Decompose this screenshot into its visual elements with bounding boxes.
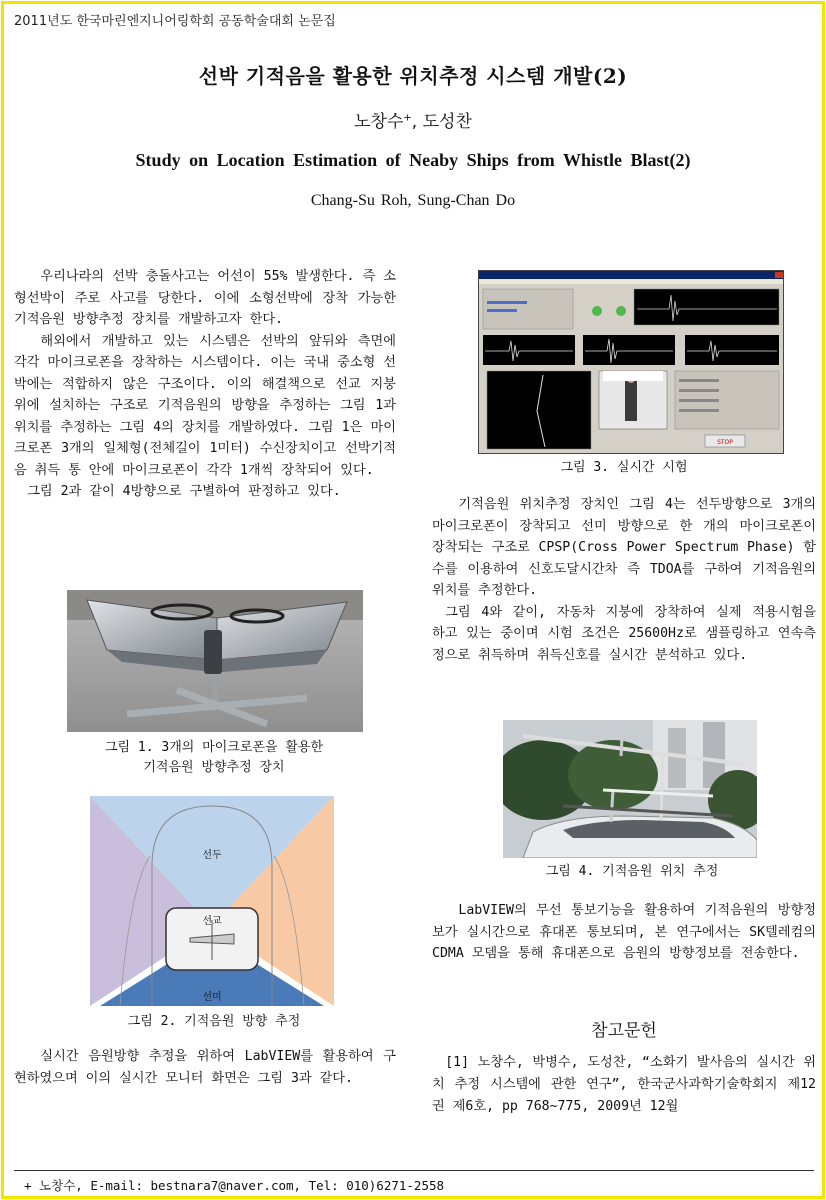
label-bridge: 선교 (202, 916, 222, 927)
footnote-divider (14, 1170, 814, 1171)
figure-4-caption: 그림 4. 기적음원 위치 추정 (545, 864, 719, 879)
right-column-text (432, 494, 816, 666)
figure-1-caption-line-1: 그림 1. 3개의 마이크로폰을 활용한 (104, 740, 324, 755)
microphone-device-image (67, 590, 363, 732)
other-authors: , 도성찬 (411, 112, 472, 132)
car-roof-array-image (503, 720, 757, 858)
label-bow: 선두 (202, 850, 222, 861)
left-column-text (14, 266, 396, 503)
references-heading: 참고문헌 (591, 1021, 657, 1041)
references-list (432, 1052, 816, 1118)
figure-3-caption: 그림 3. 실시간 시험 (560, 460, 688, 475)
paragraph-background: 해외에서 개발하고 있는 시스템은 선박의 앞뒤와 측면에 각각 마이크로폰을 장착하는 시스템이다. 이는 국내 중소형 선박에는 적합하지 않은 구조이다. 이의 해결책으로 선교 지붕 위에 설치하는 구조로 기적음원의 방향을 추정하는 그림 1과 위치를 추정하는 그림 4의 장치를 개발하였다. 그림 1은 마이크로폰 3개의 일체형(전체길이 1미터) 수신장치이고 선박기적음 취득 통 안에 마이크로폰이 각각 1개씩 장착되어 있다. (14, 333, 396, 478)
running-head: 2011년도 한국마린엔지니어링학회 공동학술대회 논문집 (14, 14, 336, 29)
figure-1-caption-line-2: 기적음원 방향추정 장치 (143, 760, 285, 775)
left-column-text-2 (14, 1046, 396, 1089)
paragraph-four-direction: 그림 2과 같이 4방향으로 구별하여 판정하고 있다. (27, 484, 341, 499)
paragraph-intro: 우리나라의 선박 충돌사고는 어선이 55% 발생한다. 즉 소형선박이 주로 사고를 당한다. 이에 소형선박에 장착 가능한 기적음원 방향추정 장치를 개발하고자 한다. (14, 269, 396, 327)
paper-title: 선박 기적음을 활용한 위치추정 시스템 개발(2) (198, 64, 628, 88)
labview-monitor-image (479, 271, 784, 454)
corresponding-mark: + (403, 112, 412, 124)
right-column-text-2 (432, 900, 816, 965)
paragraph-notification: LabVIEW의 무선 통보기능을 활용하여 기적음원의 방향정보가 실시간으로 휴대폰 통보되며, 본 연구에서는 SK텔레컴의 CDMA 모뎀을 통해 휴대폰으로 음원의 방향정보를 전송한다. (432, 903, 816, 961)
paragraph-location-device: 기적음원 위치추정 장치인 그림 4는 선두방향으로 3개의 마이크로폰이 장착되고 선미 방향으로 한 개의 마이크로폰이 장착되는 구조로 CPSP(Cross Power Spectrum Phase) 함수를 이용하여 신호도달시간차 즉 TDOA를 구하여 기적음원의 위치를 추정한다. (432, 497, 816, 598)
label-stern: 선미 (202, 992, 222, 1003)
figure-2-diagram (90, 796, 334, 1006)
authors-english: Chang-Su Roh, Sung-Chan Do (310, 192, 516, 209)
window-titlebar (479, 271, 784, 279)
paper-title-english: Study on Location Estimation of Neaby Ships from Whistle Blast(2) (135, 150, 691, 170)
first-author: 노창수 (354, 112, 404, 132)
stop-label: STOP (717, 439, 733, 446)
author-footnote: + 노창수, E-mail: bestnara7@naver.com, Tel: 010)6271-2558 (24, 1178, 445, 1193)
direction-zones-diagram (90, 796, 334, 1006)
figure-2-caption: 그림 2. 기적음원 방향 추정 (127, 1014, 301, 1029)
figure-1-photo (67, 590, 363, 732)
figure-3-labview-screen (478, 270, 784, 454)
reference-item: [1] 노창수, 박병수, 도성찬, “소화기 발사음의 실시간 위치 추정 시스템에 관한 연구”, 한국군사과학기술학회지 제12권 제6호, pp 768~775, 2009년 12월 (432, 1055, 816, 1114)
figure-4-photo (503, 720, 757, 858)
paragraph-realtime: 실시간 음원방향 추정을 위하여 LabVIEW를 활용하여 구현하였으며 이의 실시간 모니터 화면은 그림 3과 같다. (14, 1049, 396, 1086)
authors-korean (0, 107, 826, 132)
paragraph-field-test: 그림 4와 같이, 자동차 지붕에 장착하여 실제 적용시험을 하고 있는 중이며 시험 조건은 25600Hz로 샘플링하고 연속측정으로 취득하며 취득신호를 실시간 분석하고 있다. (432, 604, 816, 663)
figure-1-caption (14, 738, 414, 778)
